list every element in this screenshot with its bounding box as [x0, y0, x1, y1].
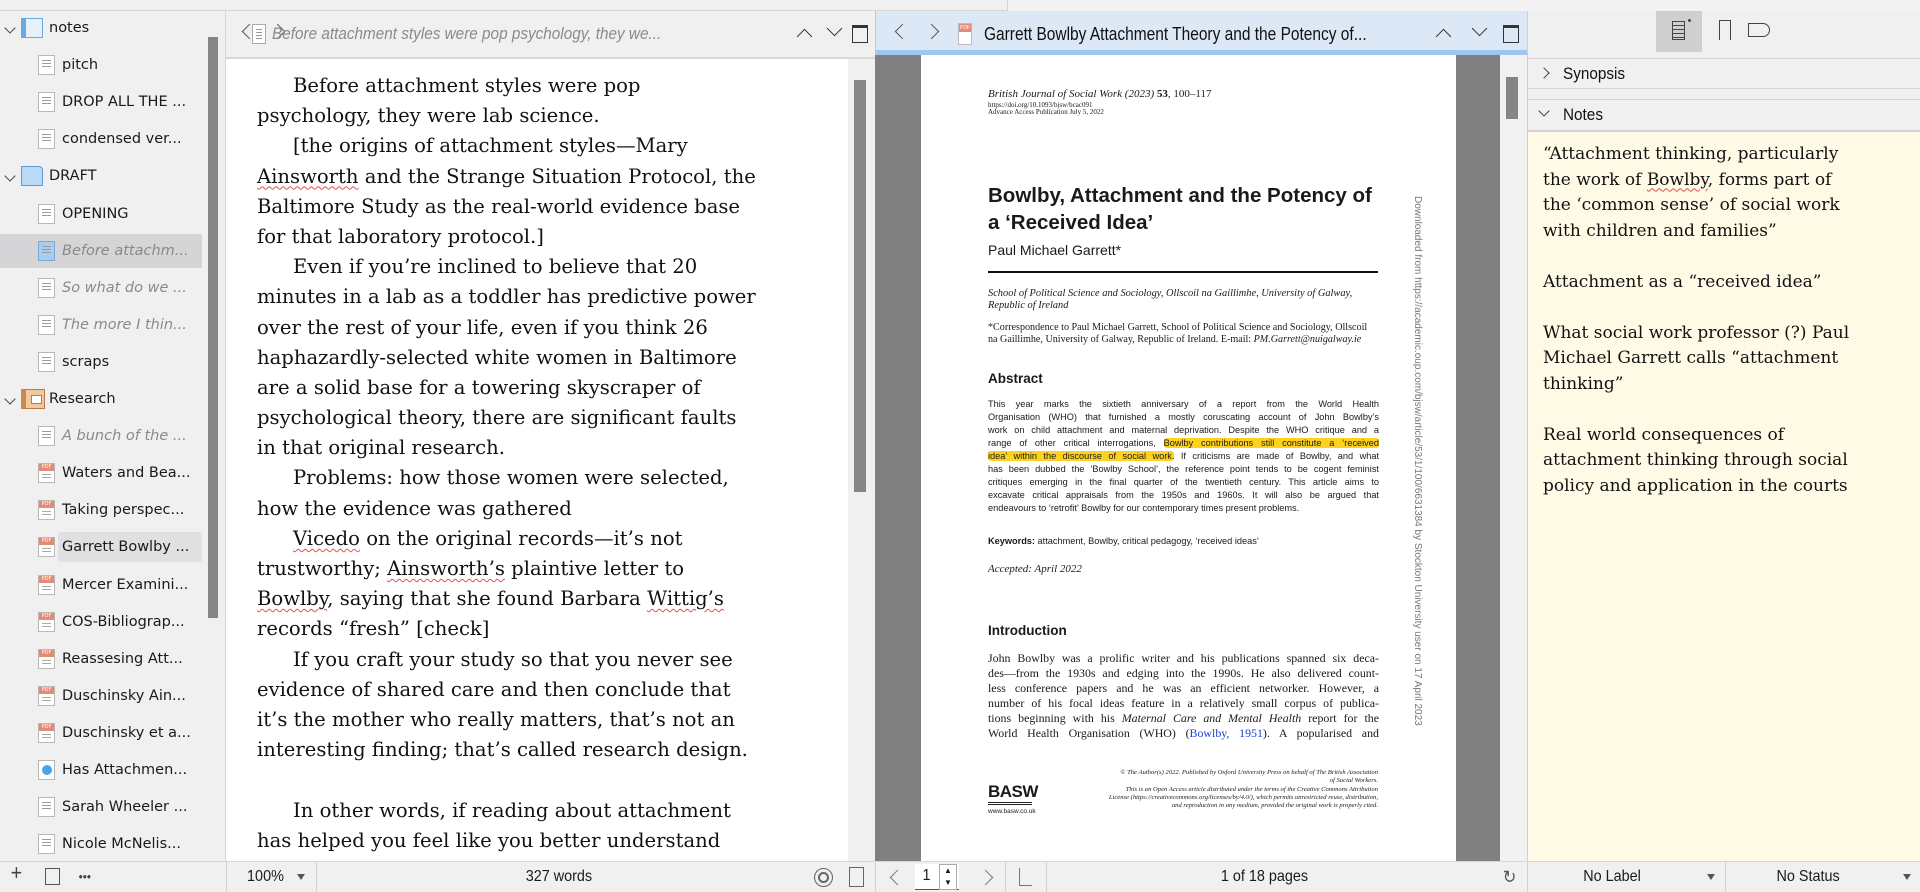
pdf-icon: [38, 575, 55, 595]
binder-item-label: Before attachm...: [62, 242, 189, 259]
split-editor-icon[interactable]: [852, 25, 868, 43]
chevron-right-icon: [1538, 67, 1549, 78]
document-check-icon[interactable]: [849, 867, 864, 887]
binder-item[interactable]: [0, 568, 202, 602]
more-options-button[interactable]: •••: [78, 869, 91, 884]
pdf-icon: [38, 463, 55, 483]
notes-line[interactable]: the work of Bowlby, forms part of: [1543, 169, 1832, 190]
chevron-down-icon[interactable]: [4, 22, 15, 33]
editor-scrollbar-thumb[interactable]: [854, 80, 866, 492]
previous-document-icon[interactable]: [797, 29, 813, 45]
forward-icon[interactable]: [924, 24, 940, 40]
binder-sidebar: [0, 11, 226, 861]
binder-item-label: Waters and Bea...: [62, 465, 191, 482]
text-line[interactable]: minutes in a lab as a toddler has predictive power: [257, 285, 756, 309]
text-line[interactable]: Baltimore Study as the real-world evidence base: [257, 194, 741, 218]
text-line: Organisation (WHO) that furnished a mostly coruscating account of John Bowlby’s: [988, 412, 1379, 422]
binder-item[interactable]: [0, 753, 202, 787]
text-line[interactable]: are a solid base for a towering skyscraper of: [257, 375, 701, 399]
pdf-icon: [38, 686, 55, 706]
italic-text: Maternal Care and Mental Health: [1121, 711, 1302, 726]
binder-item[interactable]: [0, 85, 202, 119]
correspondence: *Correspondence to Paul Michael Garrett, School of Political Science and Sociology, Ollscoil na Gaillimhe, University of Galway, Republic of Ireland. E-mail: PM.Garrett@nuigalway.ie: [988, 322, 1368, 345]
previous-document-icon[interactable]: [1436, 29, 1452, 45]
target-icon[interactable]: [814, 868, 833, 887]
text-line[interactable]: it’s the mother who really matters, that’s not an: [257, 707, 735, 731]
binder-item-label: Duschinsky Ain...: [62, 687, 186, 704]
text-line[interactable]: [the origins of attachment styles—Mary: [293, 134, 688, 158]
misspelled-word[interactable]: Wittig’s: [647, 587, 724, 611]
binder-item-label: Garrett Bowlby ...: [58, 532, 202, 562]
pdf-header: [875, 11, 1527, 55]
binder-item-label: DRAFT: [49, 168, 97, 185]
binder-item-label: scraps: [62, 353, 110, 370]
text-line[interactable]: evidence of shared care and then conclude that: [257, 677, 731, 701]
pdf-icon: [38, 612, 55, 632]
next-document-icon[interactable]: [1472, 21, 1488, 37]
binder-item-label: So what do we ...: [62, 279, 187, 296]
binder-item[interactable]: [0, 234, 202, 268]
binder-item[interactable]: [0, 642, 202, 676]
misspelled-word[interactable]: Bowlby: [1646, 169, 1708, 190]
abstract-heading: Abstract: [988, 371, 1043, 386]
doc-icon: [38, 278, 55, 298]
chevron-down-icon[interactable]: [4, 393, 15, 404]
binder-item[interactable]: [0, 271, 202, 305]
misspelled-word[interactable]: Bowlby: [257, 587, 328, 611]
page-number-input[interactable]: 1 ▲ ▼: [915, 864, 959, 890]
binder-item-label: Reassesing Att...: [62, 650, 183, 667]
binder-item[interactable]: [0, 827, 202, 861]
text-line: endeavours to ‘retrofit’ Bowlby for our contemporary times present problems.: [988, 503, 1300, 513]
doc-icon: [38, 55, 55, 75]
text-line[interactable]: for that laboratory protocol.]: [257, 224, 544, 248]
metadata-tag-icon[interactable]: [1748, 23, 1770, 37]
doc-icon: [38, 92, 55, 112]
synopsis-section-header[interactable]: Synopsis: [1528, 58, 1920, 89]
pdf-file-icon: [958, 23, 972, 45]
text-line: tions beginning with his Maternal Care and Mental Health report for the: [988, 711, 1379, 726]
pdf-scrollbar-track[interactable]: [1500, 55, 1527, 861]
pdf-icon: [38, 649, 55, 669]
text-line: excavate critical appraisals from the 1950s and 1960s. It will also be argued that: [988, 490, 1379, 500]
binder-scrollbar[interactable]: [208, 37, 218, 618]
notebook-icon: [21, 18, 43, 38]
download-watermark: Downloaded from https://academic.oup.com/bjsw/article/53/1/100/6631384 by Stockton University user on 17 April 2023: [1412, 196, 1423, 726]
text-line: John Bowlby was a prolific writer and his publications spanned six deca-: [988, 651, 1379, 665]
doc-icon: [38, 426, 55, 446]
add-folder-icon[interactable]: [45, 868, 60, 885]
binder-item[interactable]: [0, 605, 202, 639]
editor-header: [226, 11, 875, 59]
text-line: des—from the 1930s and edging into the 1990s. He also delivered count-: [988, 666, 1379, 681]
zoom-select[interactable]: 100%: [247, 868, 284, 885]
document-icon: [252, 24, 266, 44]
text-line[interactable]: Bowlby, saying that she found Barbara Wittig’s: [257, 587, 724, 611]
binder-item[interactable]: [0, 456, 202, 490]
word-count: 327 words: [525, 868, 593, 885]
next-document-icon[interactable]: [827, 21, 843, 37]
editor-text-area[interactable]: [226, 59, 848, 861]
notes-line[interactable]: attachment thinking through social: [1543, 450, 1848, 470]
binder-item-label: Mercer Examini...: [62, 576, 189, 593]
binder-item-label: OPENING: [62, 205, 129, 222]
rotate-icon[interactable]: ↻: [1502, 867, 1517, 887]
chevron-down-icon[interactable]: [1903, 874, 1911, 880]
notes-line[interactable]: [1543, 244, 1849, 270]
text-line[interactable]: Problems: how those women were selected,: [293, 466, 729, 490]
abstract-text: [988, 398, 1379, 515]
chevron-down-icon[interactable]: [297, 874, 305, 880]
notes-line[interactable]: “Attachment thinking, particularly: [1543, 144, 1839, 164]
research-icon: [21, 389, 45, 409]
pdf-page[interactable]: [921, 55, 1456, 861]
text-line[interactable]: in that original research.: [257, 436, 505, 460]
text-line[interactable]: Vicedo on the original records—it’s not: [293, 526, 683, 550]
bookmark-icon[interactable]: [1719, 20, 1731, 40]
text-line: critiques emerging in the final quarter of the twentieth century. This article aims to: [988, 477, 1379, 487]
text-line[interactable]: [257, 765, 756, 795]
draft-icon: [21, 166, 43, 186]
text-line[interactable]: psychological theory, there are significant faults: [257, 406, 737, 430]
binder-item-label: COS-Bibliograp...: [62, 613, 185, 630]
status-bar: [0, 861, 1920, 891]
text-line[interactable]: how the evidence was gathered: [257, 496, 572, 520]
pdf-icon: [38, 537, 55, 557]
basw-url: www.basw.co.uk: [988, 808, 1036, 815]
text-line: range of other critical interrogations, Bowlby contributions still constitute a ‘received: [988, 438, 1379, 448]
text-line[interactable]: Even if you’re inclined to believe that 20: [293, 255, 698, 279]
editor-text[interactable]: [257, 71, 756, 856]
binder-item[interactable]: [0, 679, 202, 713]
binder-item-label: Nicole McNelis...: [62, 836, 181, 853]
doc-icon: [38, 834, 55, 854]
page-count: 1 of 18 pages: [1220, 868, 1309, 885]
binder-item[interactable]: [0, 716, 202, 750]
binder-item-label: DROP ALL THE ...: [62, 94, 187, 111]
pdf-document-title: Garrett Bowlby Attachment Theory and the Potency of...: [984, 24, 1367, 44]
notes-line[interactable]: policy and application in the courts: [1543, 475, 1848, 496]
binder-item-label: Research: [49, 391, 116, 407]
basw-logo: BASW: [988, 782, 1038, 801]
binder-item-label: condensed ver...: [62, 131, 182, 148]
top-tab-strip: [0, 0, 1920, 11]
pdf-icon: [38, 500, 55, 520]
binder-item-label: Has Attachmen...: [62, 762, 188, 778]
text-line: has been dubbed the ‘Bowlby School’, the reference point tends to be cogent feminist: [988, 464, 1379, 474]
pdf-scrollbar-thumb[interactable]: [1506, 77, 1518, 119]
text-line: less conference papers and he was an efficient networker. However, a: [988, 681, 1379, 696]
binder-item[interactable]: [0, 493, 202, 527]
binder-item-label: A bunch of the ...: [62, 428, 187, 445]
binder-item[interactable]: [0, 382, 202, 416]
journal-line: British Journal of Social Work (2023) 53, 100–117: [988, 88, 1212, 100]
notes-section-header[interactable]: Notes: [1528, 99, 1920, 131]
text-line[interactable]: trustworthy; Ainsworth’s plaintive letter to: [257, 557, 685, 580]
editor-document-title: Before attachment styles were pop psychology, they we...: [272, 24, 662, 43]
advance-access: Advance Access Publication July 5, 2022: [988, 108, 1104, 116]
binder-item-label: pitch: [62, 57, 99, 74]
binder-item-label: notes: [49, 20, 90, 36]
text-line[interactable]: has helped you feel like you better understand: [257, 828, 721, 852]
binder-item[interactable]: [0, 419, 202, 453]
notes-line[interactable]: [1543, 397, 1849, 423]
previous-page-icon[interactable]: [890, 870, 906, 886]
outline-tree-icon[interactable]: [1019, 868, 1032, 886]
introduction-heading: Introduction: [988, 623, 1067, 638]
binder-item[interactable]: [0, 790, 202, 824]
label-select[interactable]: No Label: [1583, 868, 1641, 885]
misspelled-word[interactable]: Ainsworth: [257, 164, 359, 188]
chevron-down-icon[interactable]: [4, 171, 15, 182]
binder-item-label: Duschinsky et a...: [62, 724, 191, 741]
notes-text[interactable]: [1543, 142, 1849, 499]
status-select[interactable]: No Status: [1776, 868, 1840, 885]
doc-icon: [38, 204, 55, 224]
notes-line[interactable]: Real world consequences of: [1543, 424, 1785, 445]
doc-icon: [38, 241, 55, 261]
citation-link[interactable]: Bowlby, 1951: [1189, 726, 1263, 741]
text-line[interactable]: psychology, they were lab science.: [257, 104, 600, 128]
add-item-button[interactable]: +: [10, 860, 23, 885]
web-icon: [38, 760, 55, 780]
doc-icon: [38, 352, 55, 372]
chevron-down-icon: [1538, 105, 1549, 116]
notes-editor[interactable]: [1528, 131, 1920, 861]
misspelled-word[interactable]: Vicedo: [293, 526, 360, 550]
notes-line[interactable]: the ‘common sense’ of social work: [1543, 195, 1840, 215]
doc-icon: [38, 315, 55, 335]
binder-item[interactable]: [0, 308, 202, 342]
page-stepper[interactable]: ▲ ▼: [939, 864, 957, 890]
text-line[interactable]: Before attachment styles were pop: [293, 74, 641, 97]
text-line[interactable]: interesting finding; that’s called research design.: [257, 738, 748, 762]
text-line[interactable]: haphazardly-selected white women in Baltimore: [257, 345, 737, 369]
binder-item-label: Sarah Wheeler ...: [62, 799, 188, 816]
title-rule: [988, 271, 1378, 273]
inspector-panel: [1527, 11, 1920, 861]
text-line[interactable]: records “fresh” [check]: [257, 617, 490, 641]
basw-logo-tagline: [988, 802, 1032, 806]
article-author: Paul Michael Garrett*: [988, 242, 1122, 258]
doi[interactable]: https://doi.org/10.1093/bjsw/bcac091: [988, 101, 1093, 109]
binder-item-label: The more I thin...: [62, 316, 187, 333]
notes-line[interactable]: with children and families”: [1543, 220, 1777, 241]
notes-indicator-icon: [1688, 19, 1691, 22]
doc-icon: [38, 129, 55, 149]
misspelled-word[interactable]: Ainsworth’s: [387, 557, 505, 580]
keywords: Keywords: attachment, Bowlby, critical pedagogy, ‘received ideas’: [988, 536, 1259, 546]
text-line[interactable]: Ainsworth and the Strange Situation Protocol, the: [257, 164, 756, 188]
split-editor-icon[interactable]: [1503, 25, 1519, 43]
notes-line[interactable]: Michael Garrett calls “attachment: [1543, 348, 1839, 368]
notes-line[interactable]: What social work professor (?) Paul: [1543, 322, 1850, 343]
binder-item[interactable]: [0, 530, 202, 564]
copyright-notice: © The Author(s) 2022. Published by Oxford University Press on behalf of The British Association of Social Workers. This is an Open Access article distributed under the terms of the Creative Commons Attribution License (https://creativecommons.org/licenses/by/4.0/), which permits unrestricted reuse, distribution, and reproduction in any medium, provided the original work is properly cited.: [1108, 769, 1378, 810]
text-line: This year marks the sixtieth anniversary of a report from the World Health: [988, 399, 1379, 409]
text-line[interactable]: over the rest of your life, even if you think 26: [257, 315, 708, 339]
affiliation: School of Political Science and Sociology, Ollscoil na Gaillimhe, University of Galway, Republic of Ireland: [988, 288, 1353, 311]
back-icon[interactable]: [895, 24, 911, 40]
text-line: idea’ within the discourse of social work. If criticisms are made of Bowlby, and what: [988, 451, 1379, 461]
article-title: Bowlby, Attachment and the Potency of a ‘Received Idea’: [988, 184, 1372, 234]
introduction-text: [988, 651, 1379, 742]
binder-item[interactable]: [0, 48, 202, 82]
binder-item-label: Taking perspec...: [62, 502, 185, 519]
notes-icon: [1672, 21, 1685, 40]
binder-item[interactable]: [0, 11, 202, 45]
highlighted-text[interactable]: idea’ within the discourse of social work.: [988, 451, 1175, 461]
highlighted-text[interactable]: Bowlby contributions still constitute a ‘received: [1163, 438, 1379, 448]
text-line: number of his focal ideas feature in a relatively small corpus of publica-: [988, 696, 1379, 711]
notes-tab-button[interactable]: [1656, 11, 1702, 52]
binder-item[interactable]: [0, 345, 202, 379]
binder-item[interactable]: [0, 122, 202, 156]
text-line: work on child attachment and maternal deprivation. Despite the WHO critique and a: [988, 425, 1379, 435]
accepted-date: Accepted: April 2022: [988, 563, 1082, 575]
binder-item[interactable]: [0, 159, 202, 193]
text-line[interactable]: In other words, if reading about attachment: [293, 798, 731, 822]
doc-icon: [38, 797, 55, 817]
binder-item[interactable]: [0, 197, 202, 231]
text-line: World Health Organisation (WHO) (Bowlby, 1951). A popularised and: [988, 726, 1379, 741]
notes-line[interactable]: Attachment as a “received idea”: [1543, 271, 1822, 292]
notes-line[interactable]: thinking”: [1543, 373, 1624, 394]
text-line[interactable]: If you craft your study so that you never see: [293, 647, 733, 671]
pdf-icon: [38, 723, 55, 743]
notes-line[interactable]: [1543, 295, 1849, 321]
chevron-down-icon[interactable]: [1707, 874, 1715, 880]
next-page-icon[interactable]: [978, 870, 994, 886]
